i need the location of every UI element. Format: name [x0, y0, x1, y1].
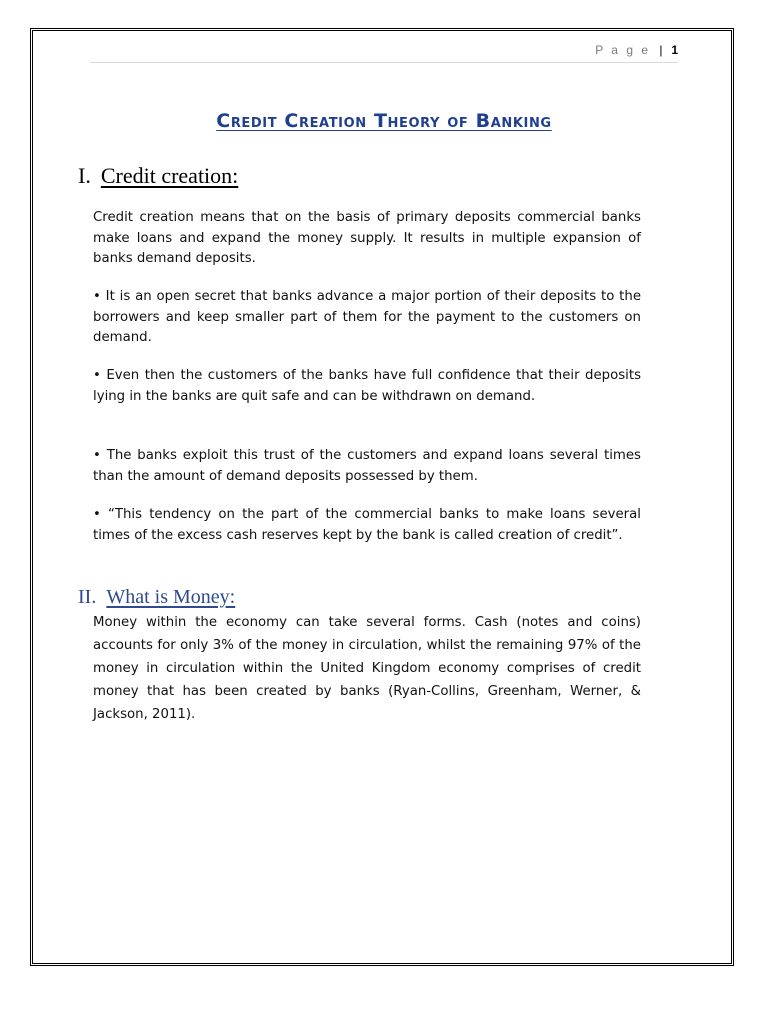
what-is-money-body: Money within the economy can take several forms. Cash (notes and coins) accounts for only 3% of the money in circulation, whilst the remaining 97% of the money in circulation within the United Kingdom economy comprises of credit money that has been created by banks (Ryan-Collins, Greenham, Werner, & Jackson, 2011). [93, 615, 641, 722]
bullet-paragraph: • It is an open secret that banks advance a major portion of their deposits to the borrowers and keep smaller part of them for the payment to the customers on demand. [93, 289, 641, 345]
page-number: 1 [671, 43, 678, 57]
page-number-header [595, 43, 678, 57]
credit-creation-intro: Credit creation means that on the basis of primary deposits commercial banks make loans and expand the money supply. It results in multiple expansion of banks demand deposits. [93, 210, 641, 266]
section-number: II. [78, 586, 97, 608]
section-number: I. [78, 163, 91, 188]
bullet-paragraph: • The banks exploit this trust of the customers and expand loans several times than the amount of demand deposits possessed by them. [93, 448, 641, 484]
page-label: P a g e [595, 43, 651, 57]
page-separator: | [659, 43, 663, 57]
document-title: Credit Creation Theory of Banking [216, 110, 552, 132]
bullet-paragraph: • “This tendency on the part of the commercial banks to make loans several times of the excess cash reserves kept by the bank is called creation of credit”. [93, 507, 641, 543]
section-heading-what-is-money [78, 586, 235, 609]
header-rule [90, 62, 678, 63]
section-heading-text: What is Money: [106, 586, 236, 608]
section-heading-credit-creation [78, 163, 238, 189]
bullet-paragraph: • Even then the customers of the banks have full confidence that their deposits lying in the banks are quit safe and can be withdrawn on demand. [93, 368, 641, 404]
section-heading-text: Credit creation: [100, 163, 239, 188]
